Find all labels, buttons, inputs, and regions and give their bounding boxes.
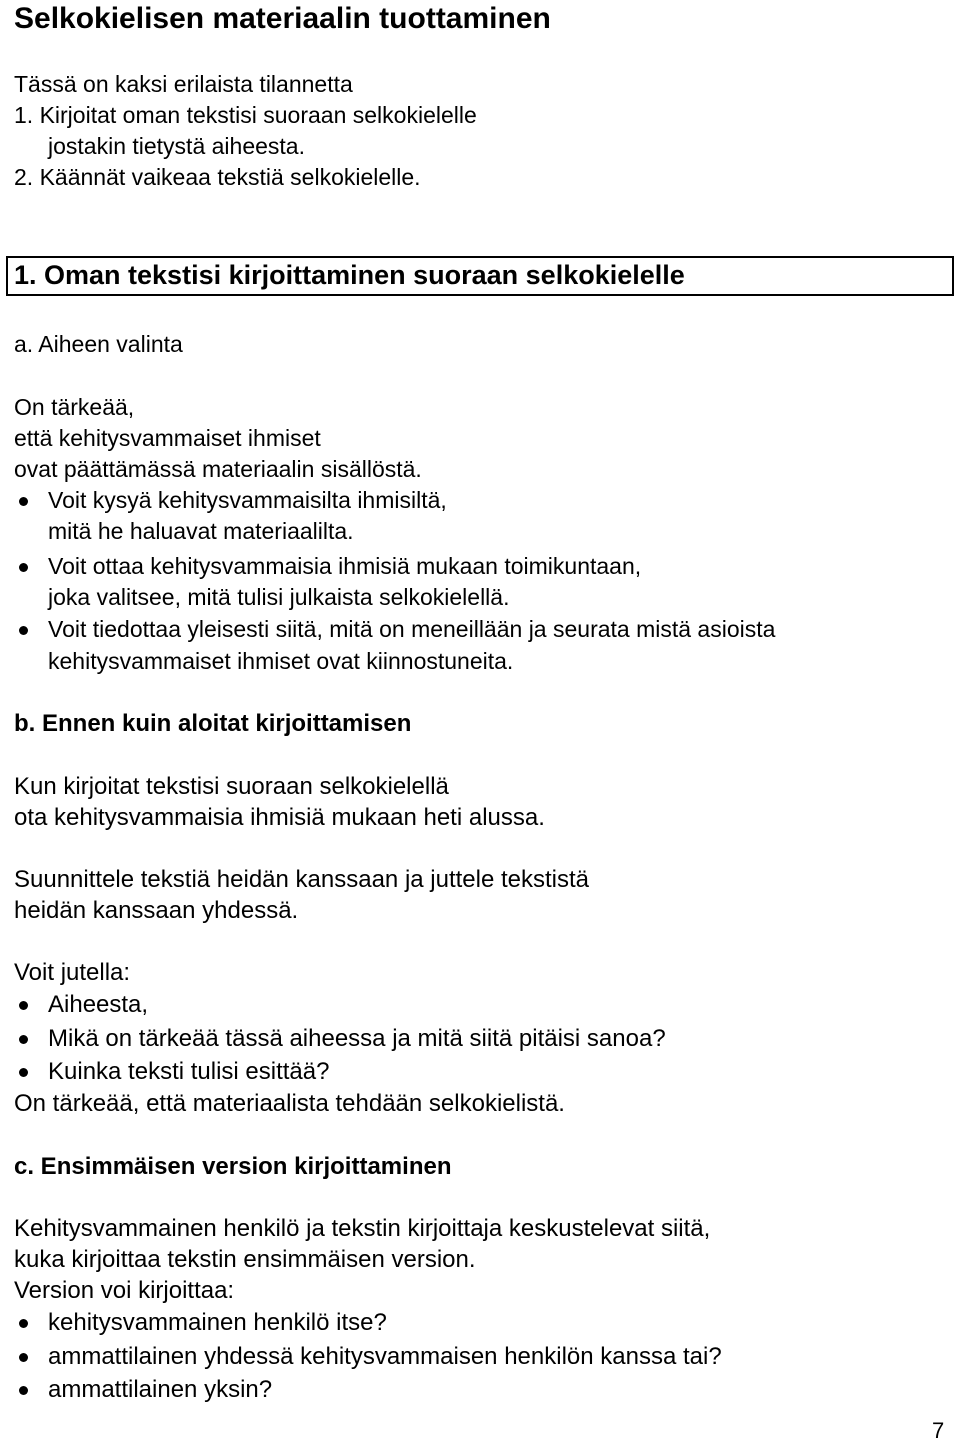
section-1-heading: 1. Oman tekstisi kirjoittaminen suoraan selkokielelle (14, 260, 685, 290)
section-c-bullet: kehitysvammainen henkilö itse? (48, 1309, 387, 1336)
section-a-heading: a. Aiheen valinta (14, 331, 183, 357)
section-b-text: ota kehitysvammaisia ihmisiä mukaan heti alussa. (14, 804, 545, 831)
section-a-text: On tärkeää, (14, 394, 135, 420)
bullet-icon (19, 1001, 28, 1010)
section-a-text: että kehitysvammaiset ihmiset (14, 425, 321, 451)
section-b-bullet: Aiheesta, (48, 991, 149, 1018)
intro-line: Tässä on kaksi erilaista tilannetta (14, 71, 353, 97)
intro-item-1: 1. Kirjoitat oman tekstisi suoraan selkokielelle (14, 102, 477, 128)
section-c-heading: c. Ensimmäisen version kirjoittaminen (14, 1153, 452, 1180)
section-a-bullet: Voit tiedottaa yleisesti siitä, mitä on meneillään ja seurata mistä asioista (48, 616, 776, 642)
section-a-text: ovat päättämässä materiaalin sisällöstä. (14, 456, 422, 482)
bullet-icon (19, 626, 28, 635)
section-c-bullet: ammattilainen yhdessä kehitysvammaisen henkilön kanssa tai? (48, 1343, 722, 1370)
section-b-bullet: Mikä on tärkeää tässä aiheessa ja mitä siitä pitäisi sanoa? (48, 1025, 666, 1052)
section-b-text: heidän kanssaan yhdessä. (14, 897, 299, 924)
section-a-bullet-cont: mitä he haluavat materiaalilta. (48, 518, 354, 544)
page-title: Selkokielisen materiaalin tuottaminen (14, 2, 551, 35)
section-a-bullet-cont: joka valitsee, mitä tulisi julkaista selkokielellä. (48, 584, 510, 610)
section-b-text: Voit jutella: (14, 959, 131, 986)
bullet-icon (19, 1319, 28, 1328)
section-b-text: On tärkeää, että materiaalista tehdään selkokielistä. (14, 1090, 565, 1117)
bullet-icon (19, 1353, 28, 1362)
section-b-bullet: Kuinka teksti tulisi esittää? (48, 1058, 330, 1085)
section-c-text: Version voi kirjoittaa: (14, 1277, 235, 1304)
bullet-icon (19, 497, 28, 506)
section-a-bullet-cont: kehitysvammaiset ihmiset ovat kiinnostuneita. (48, 648, 514, 674)
section-b-text: Suunnittele tekstiä heidän kanssaan ja juttele tekstistä (14, 866, 590, 893)
bullet-icon (19, 563, 28, 572)
bullet-icon (19, 1386, 28, 1395)
bullet-icon (19, 1035, 28, 1044)
section-a-bullet: Voit kysyä kehitysvammaisilta ihmisiltä, (48, 487, 447, 513)
section-a-bullet: Voit ottaa kehitysvammaisia ihmisiä mukaan toimikuntaan, (48, 553, 642, 579)
intro-item-2: 2. Käännät vaikeaa tekstiä selkokielelle. (14, 164, 421, 190)
page-number: 7 (932, 1418, 945, 1443)
section-b-text: Kun kirjoitat tekstisi suoraan selkokielellä (14, 773, 449, 800)
intro-item-1-cont: jostakin tietystä aiheesta. (48, 133, 305, 159)
section-c-bullet: ammattilainen yksin? (48, 1376, 273, 1403)
section-c-text: Kehitysvammainen henkilö ja tekstin kirjoittaja keskustelevat siitä, (14, 1215, 711, 1242)
section-c-text: kuka kirjoittaa tekstin ensimmäisen version. (14, 1246, 476, 1273)
bullet-icon (19, 1068, 28, 1077)
section-b-heading: b. Ennen kuin aloitat kirjoittamisen (14, 710, 412, 737)
